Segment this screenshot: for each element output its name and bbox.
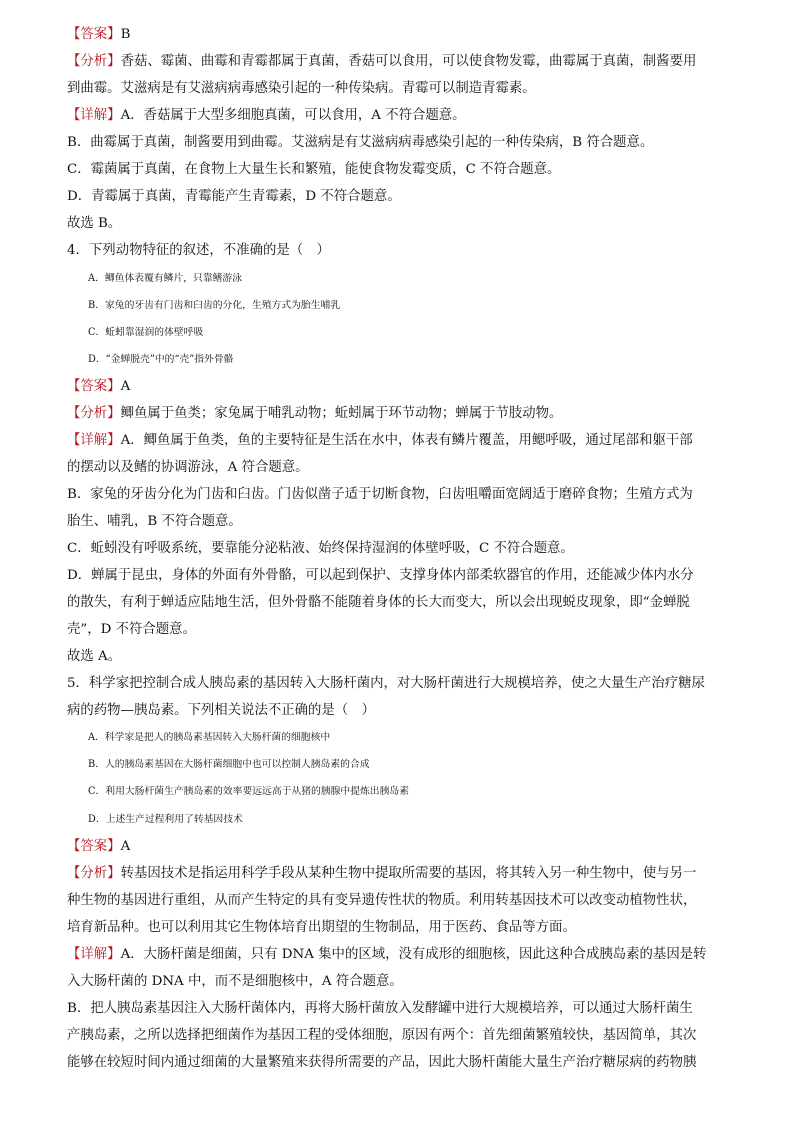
line-text: 种生物的基因进行重组，从而产生特定的具有变异遗传性状的物质。利用转基因技术可以改变动植物性状，	[67, 892, 697, 908]
line-text: D．“金蝉脱壳”中的“壳”指外骨骼	[88, 353, 234, 365]
text-line	[67, 107, 737, 125]
line-text: 的摆动以及鳍的协调游泳，A 符合题意。	[67, 459, 309, 475]
text-line	[67, 540, 737, 558]
text-line	[88, 297, 758, 315]
line-text: C．利用大肠杆菌生产胰岛素的效率要远远高于从猪的胰腺中提炼出胰岛素	[88, 786, 409, 798]
section-tag: 【答案】	[67, 838, 121, 854]
text-line	[67, 1027, 737, 1045]
line-text: A．大肠杆菌是细菌，只有 DNA 集中的区域，没有成形的细胞核，因此这种合成胰岛素的基因是转	[120, 946, 707, 962]
line-text: B．人的胰岛素基因在大肠杆菌细胞中也可以控制人胰岛素的合成	[88, 759, 370, 771]
section-tag: 【详解】	[67, 108, 121, 124]
line-text: 到曲霉。艾滋病是有艾滋病病毒感染引起的一种传染病。青霉可以制造青霉素。	[67, 81, 536, 97]
text-line	[67, 134, 737, 152]
line-text: C．霉菌属于真菌，在食物上大量生长和繁殖，能使食物发霉变质，C 不符合题意。	[67, 162, 561, 178]
text-line	[67, 459, 737, 477]
text-line	[67, 378, 737, 396]
line-text: 5．科学家把控制合成人胰岛素的基因转入大肠杆菌内，对大肠杆菌进行大规模培养，使之大量生产治疗糖尿	[67, 676, 705, 692]
section-tag: 【详解】	[67, 946, 121, 962]
line-text: 壳”，D 不符合题意。	[67, 622, 196, 638]
text-line	[67, 215, 737, 233]
text-line	[67, 892, 737, 910]
text-line	[67, 702, 737, 720]
line-text: D．蝉属于昆虫，身体的外面有外骨骼，可以起到保护、支撑身体内部柔软器官的作用，还能减少体内水分	[67, 568, 694, 583]
line-text: 胎生、哺乳，B 不符合题意。	[67, 513, 242, 529]
section-tag: 【分析】	[67, 865, 121, 881]
text-line	[67, 53, 737, 71]
text-line	[67, 648, 737, 666]
text-line	[67, 919, 737, 937]
line-text: 能够在较短时间内通过细菌的大量繁殖来获得所需要的产品，因此大肠杆菌能大量生产治疗糖尿病的药物胰	[67, 1054, 697, 1070]
text-line	[67, 242, 737, 260]
line-text: B．家兔的牙齿有门齿和臼齿的分化，生殖方式为胎生哺乳	[88, 299, 341, 311]
text-line	[88, 729, 758, 747]
text-line	[67, 513, 737, 531]
line-text: A．鲫鱼属于鱼类，鱼的主要特征是生活在水中，体表有鳞片覆盖，用鳃呼吸，通过尾部和躯干部	[120, 432, 693, 448]
text-line	[67, 567, 737, 585]
line-text: D．青霉属于真菌，青霉能产生青霉素，D 不符合题意。	[67, 189, 401, 205]
text-line	[67, 432, 737, 450]
line-text: D．上述生产过程利用了转基因技术	[88, 813, 243, 825]
text-line	[67, 865, 737, 883]
section-tag: 【答案】	[67, 27, 121, 42]
text-line	[67, 405, 737, 423]
text-line	[67, 838, 737, 856]
text-line	[67, 946, 737, 964]
text-line	[67, 80, 737, 98]
line-text: B．曲霉属于真菌，制酱要用到曲霉。艾滋病是有艾滋病病毒感染引起的一种传染病，B 符合题意。	[67, 135, 654, 151]
text-line	[88, 351, 758, 369]
line-text: 香菇、霉菌、曲霉和青霉都属于真菌，香菇可以食用，可以使食物发霉，曲霉属于真菌，制酱要用	[120, 54, 697, 69]
text-line	[67, 1000, 737, 1018]
text-line	[67, 1054, 737, 1072]
text-line	[88, 756, 758, 774]
section-tag: 【答案】	[67, 378, 121, 394]
line-text: 4．下列动物特征的叙述，不准确的是（ ）	[67, 243, 330, 259]
section-tag: 【详解】	[67, 432, 121, 448]
line-text: A．香菇属于大型多细胞真菌，可以食用，A 不符合题意。	[120, 108, 466, 124]
line-text: A．科学家是把人的胰岛素基因转入大肠杆菌的细胞核中	[88, 732, 331, 744]
text-line	[67, 161, 737, 179]
text-line	[88, 783, 758, 801]
text-line	[67, 188, 737, 206]
line-text: 转基因技术是指运用科学手段从某种生物中提取所需要的基因，将其转入另一种生物中，使与另一	[120, 865, 697, 881]
text-line	[67, 594, 737, 612]
line-text: 入大肠杆菌的 DNA 中，而不是细胞核中，A 符合题意。	[67, 973, 403, 989]
line-text: A	[120, 838, 131, 854]
text-line	[67, 486, 737, 504]
line-text: 的散失，有利于蝉适应陆地生活，但外骨骼不能随着身体的长大而变大，所以会出现蜕皮现象，即“金蝉脱	[67, 595, 690, 611]
line-text: B	[120, 27, 131, 42]
text-line	[67, 973, 737, 991]
line-text: 培育新品种。也可以利用其它生物体培育出期望的生物制品，用于医药、食品等方面。	[67, 919, 576, 935]
text-line	[67, 26, 737, 44]
line-text: 故选 B。	[67, 216, 122, 232]
section-tag: 【分析】	[67, 405, 121, 421]
text-line	[88, 270, 758, 288]
line-text: A	[120, 378, 131, 394]
line-text: B．家兔的牙齿分化为门齿和臼齿。门齿似凿子适于切断食物，臼齿咀嚼面宽阔适于磨碎食物；生殖方式为	[67, 486, 693, 502]
line-text: 故选 A。	[67, 649, 122, 665]
text-line	[67, 621, 737, 639]
line-text: A．鲫鱼体表覆有鳞片，只靠鳍游泳	[88, 272, 243, 284]
line-text: 病的药物—胰岛素。下列相关说法不正确的是（ ）	[67, 703, 375, 719]
line-text: B．把人胰岛素基因注入大肠杆菌体内，再将大肠杆菌放入发酵罐中进行大规模培养，可以通过大肠杆菌生	[67, 1000, 693, 1016]
line-text: C．蚯蚓没有呼吸系统，要靠能分泌粘液、始终保持湿润的体壁呼吸，C 不符合题意。	[67, 541, 574, 556]
text-line	[67, 675, 737, 693]
line-text: C．蚯蚓靠湿润的体壁呼吸	[88, 326, 204, 338]
line-text: 鲫鱼属于鱼类；家兔属于哺乳动物；蚯蚓属于环节动物；蝉属于节肢动物。	[120, 405, 563, 421]
line-text: 产胰岛素，之所以选择把细菌作为基因工程的受体细胞，原因有两个：首先细菌繁殖较快，基因简单，其次	[67, 1027, 697, 1043]
section-tag: 【分析】	[67, 54, 121, 69]
text-line	[88, 324, 758, 342]
text-line	[88, 811, 758, 829]
